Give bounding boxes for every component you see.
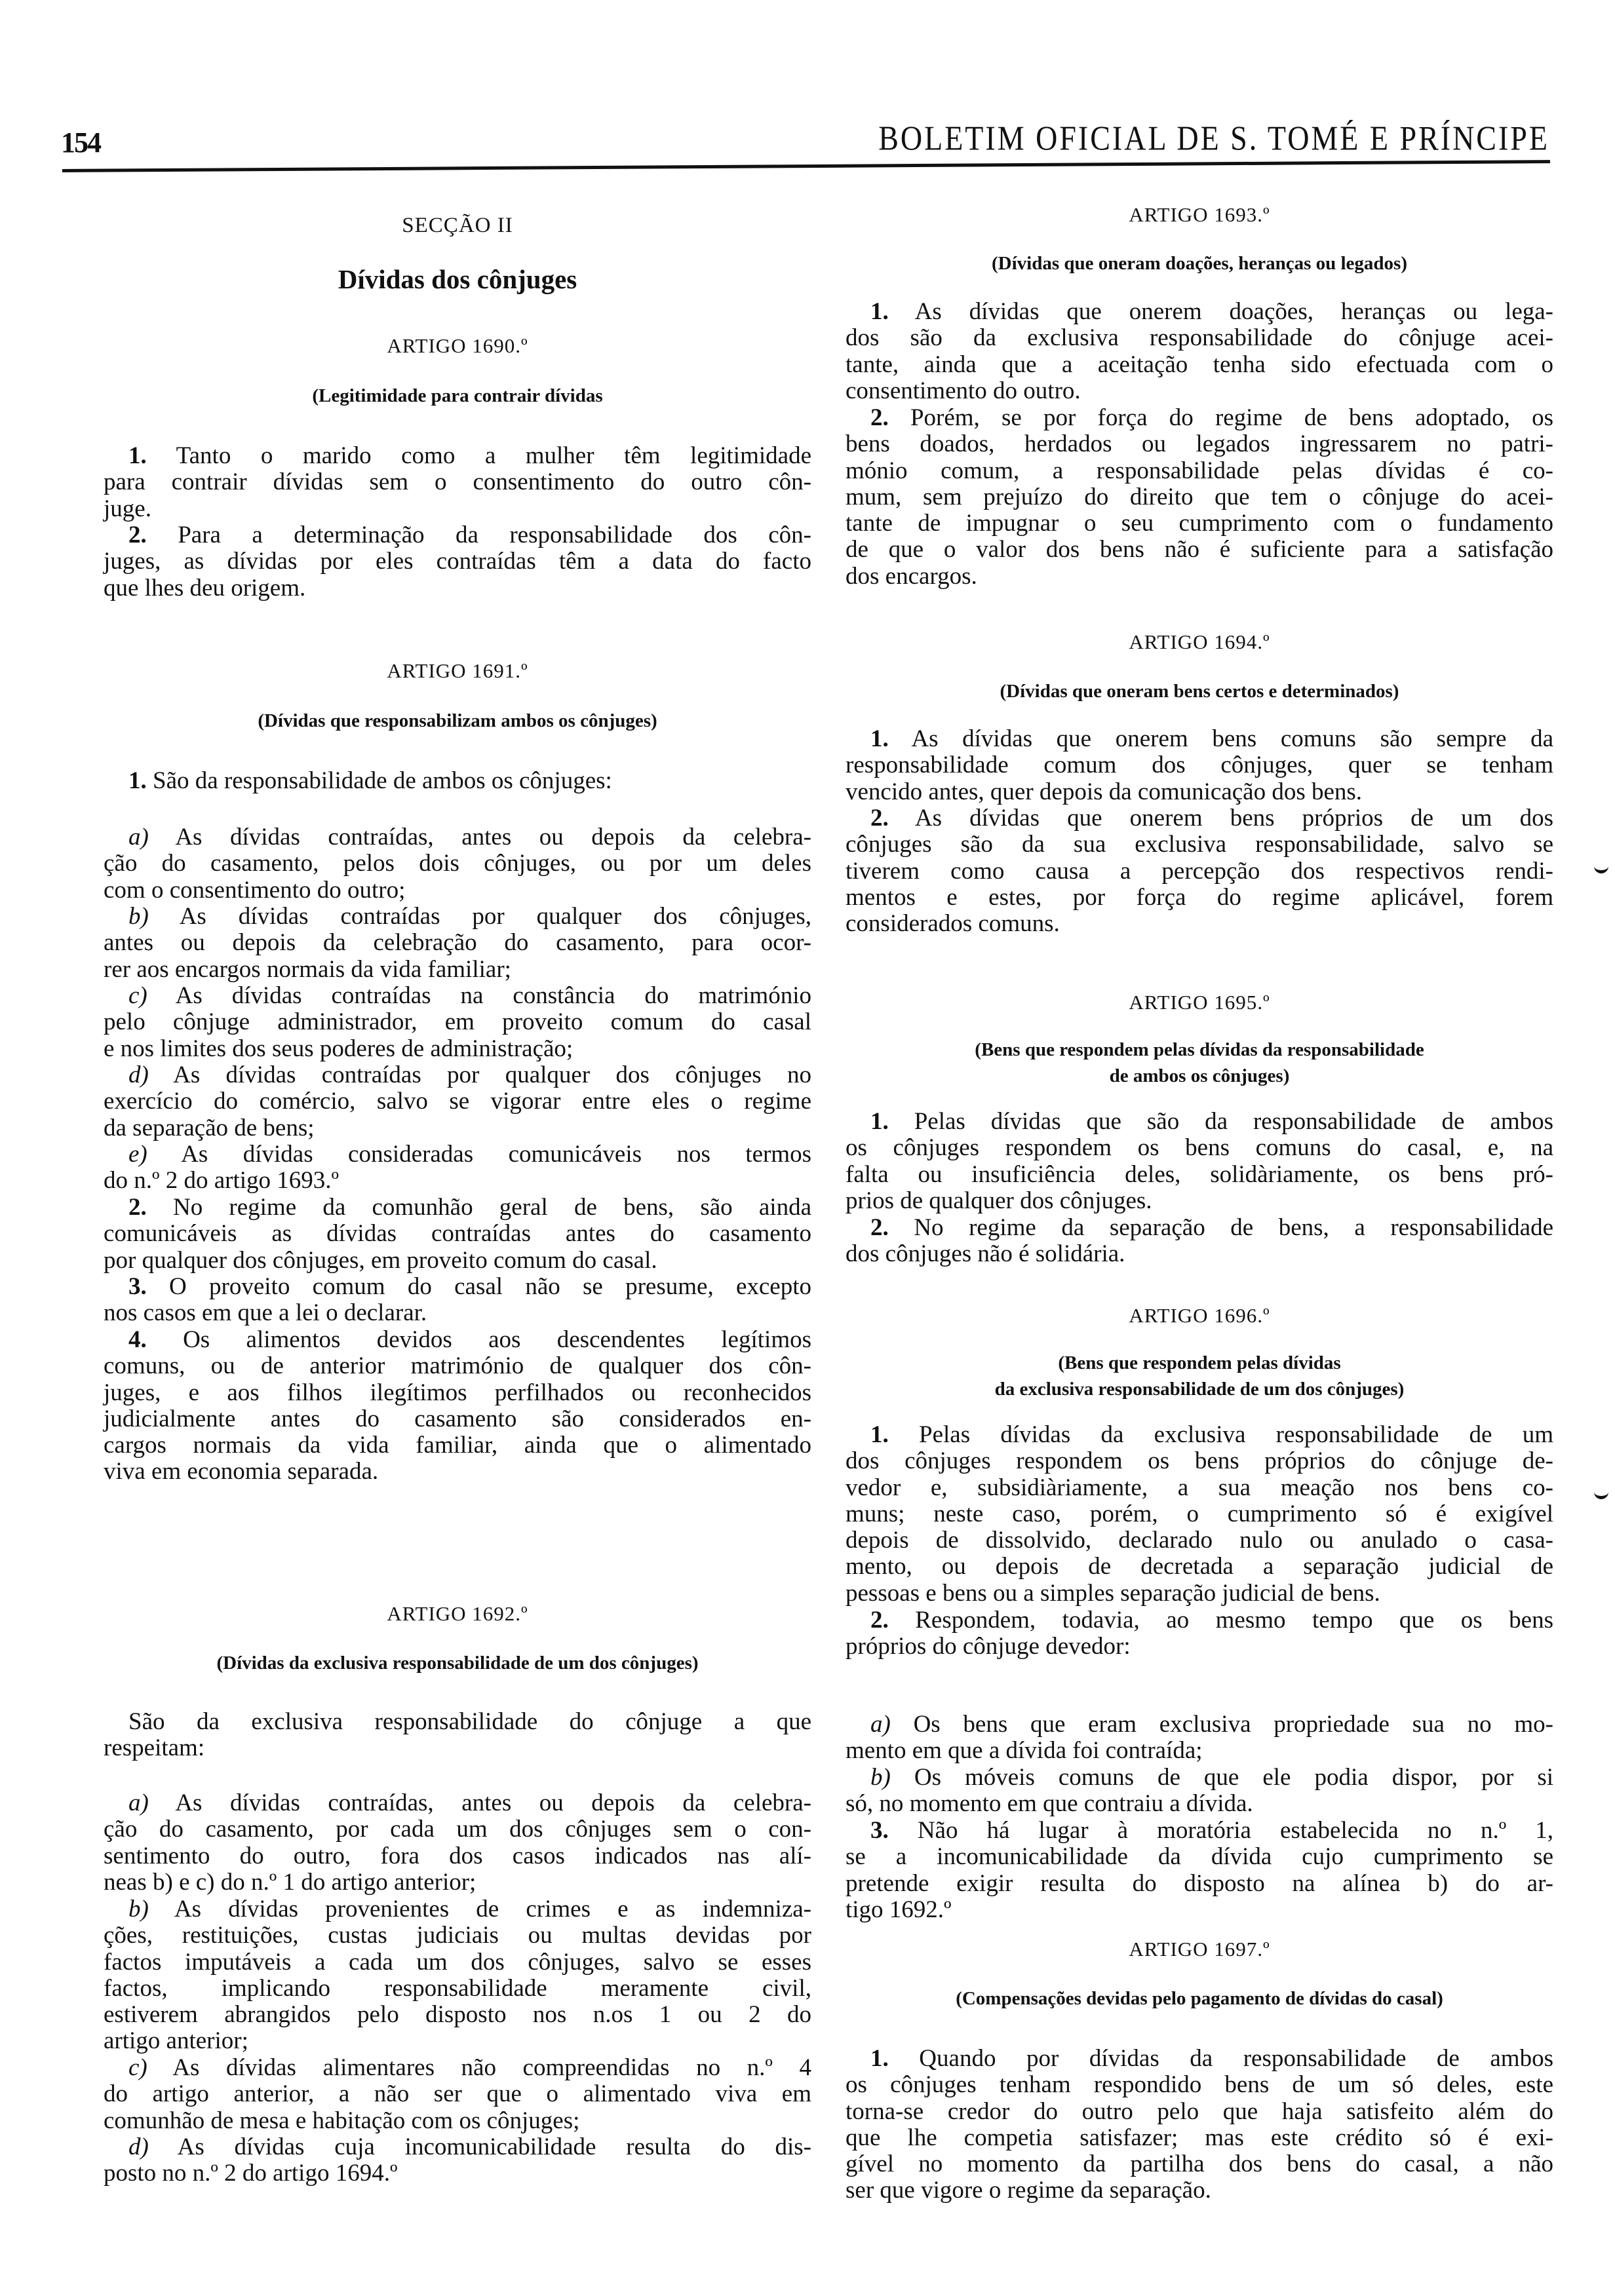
article-1695-paragraph-1: 1. Pelas dívidas que são da responsabilidade de ambos os cônjuges respondem os bens comuns do casal, e, na falta ou insuficiência deles, solidàriamente, os bens pró- prios de qualquer dos cônjuges. — [846, 1108, 1554, 1214]
article-1694-heading: ARTIGO 1694.º — [1129, 630, 1270, 653]
margin-binding-mark — [1594, 1491, 1608, 1499]
article-1694-subtitle: (Dívidas que oneram bens certos e determinados) — [1000, 681, 1399, 702]
article-1692-alinea-d: d) As dívidas cuja incomunicabilidade resulta do dis- posto no n.º 2 do artigo 1694.º — [104, 2133, 811, 2187]
article-1697-heading: ARTIGO 1697.º — [1129, 1938, 1270, 1961]
article-1694-paragraph-2: 2. As dívidas que onerem bens próprios de um dos cônjuges são da sua exclusiva responsabilidade, salvo se tiverem como causa a percepção dos respectivos rendi- mentos e estes, por força do regime aplicável, forem considerados comuns. — [846, 805, 1553, 938]
article-1697-subtitle: (Compensações devidas pelo pagamento de dívidas do casal) — [956, 1988, 1443, 2009]
article-1692-alinea-c: c) As dívidas alimentares não compreendidas no n.º 4 do artigo anterior, a não ser que o alimentado viva em comunhão de mesa e habitação com os cônjuges; — [104, 2054, 811, 2134]
page-number: 154 — [61, 126, 100, 159]
article-1691-alinea-d: d) As dívidas contraídas por qualquer dos cônjuges no exercício do comércio, salvo se vigorar entre eles o regime da separação de bens; — [104, 1062, 811, 1141]
article-1690-paragraph-1: 1. Tanto o marido como a mulher têm legitimidade para contrair dívidas sem o consentimento do outro côn- juge. — [104, 442, 811, 522]
article-1697-paragraph-1: 1. Quando por dívidas da responsabilidade de ambos os cônjuges tenham respondido bens de um só deles, este torna-se credor do outro pelo que haja satisfeito além do que lhe competia satisfazer; mas este crédito só é exi- gível no momento da partilha dos bens do casal, a não ser que vigore o regime da separação. — [846, 2045, 1553, 2204]
article-1696-alinea-a: a) Os bens que eram exclusiva propriedade sua no mo- mento em que a dívida foi contraída; — [846, 1711, 1554, 1765]
publication-title: BOLETIM OFICIAL DE S. TOMÉ E PRÍNCIPE — [878, 119, 1549, 157]
chapter-title: Dívidas dos cônjuges — [338, 264, 577, 294]
header-rule — [62, 160, 1550, 172]
article-1691-alinea-b: b) As dívidas contraídas por qualquer dos cônjuges, antes ou depois da celebração do casamento, para ocor- rer aos encargos normais da vida familiar; — [104, 903, 811, 983]
article-1693-paragraph-1: 1. As dívidas que onerem doações, heranças ou lega- dos são da exclusiva responsabilidade do cônjuge acei- tante, ainda que a aceitação tenha sido efectuada com o consentimento do outro. — [846, 298, 1553, 404]
article-1691-alinea-a: a) As dívidas contraídas, antes ou depois da celebra- ção do casamento, pelos dois cônjuges, ou por um deles com o consentimento do outro; — [104, 824, 811, 904]
article-1692-alinea-a: a) As dívidas contraídas, antes ou depois da celebra- ção do casamento, por cada um dos cônjuges sem o con- sentimento do outro, fora dos casos indicados nas alí- neas b) e c) do n.º 1 do artigo anterior; — [104, 1789, 811, 1896]
article-1692-alinea-b: b) As dívidas provenientes de crimes e as indemniza- ções, restituições, custas judiciais ou multas devidas por factos imputáveis a cada um dos cônjuges, salvo se esses factos, implicando responsabilidade meramente civil, estiverem abrangidos pelo disposto nos n.os 1 ou 2 do artigo anterior; — [104, 1896, 811, 2055]
article-1690-subtitle: (Legitimidade para contrair dívidas — [312, 385, 603, 406]
article-1696-subtitle: (Bens que respondem pelas dívidas da exclusiva responsabilidade de um dos cônjuges) — [994, 1352, 1405, 1400]
article-1691-paragraph-3: 3. O proveito comum do casal não se presume, excepto nos casos em que a lei o declarar. — [104, 1273, 812, 1327]
article-1696-paragraph-2: 2. Respondem, todavia, ao mesmo tempo que os bens próprios do cônjuge devedor: — [846, 1607, 1553, 1660]
article-1692-subtitle: (Dívidas da exclusiva responsabilidade de um dos cônjuges) — [216, 1653, 699, 1674]
article-1691-alinea-e: e) As dívidas consideradas comunicáveis nos termos do n.º 2 do artigo 1693.º — [104, 1141, 811, 1195]
paragraph-number: 1. — [128, 442, 147, 469]
article-1692-intro: São da exclusiva responsabilidade do cônjuge a que respeitam: — [104, 1708, 811, 1762]
article-1695-subtitle: (Bens que respondem pelas dívidas da responsabilidade de ambos os cônjuges) — [975, 1039, 1424, 1086]
article-1691-heading: ARTIGO 1691.º — [387, 659, 528, 682]
article-1696-heading: ARTIGO 1696.º — [1129, 1304, 1270, 1327]
article-1693-paragraph-2: 2. Porém, se por força do regime de bens adoptado, os bens doados, herdados ou legados ingressarem no patri- mónio comum, a responsabilidade pelas dívidas é co- mum, sem prejuízo do direito que tem o cônjuge do acei- tante de impugnar o seu cumprimento com o fundamento de que o valor dos bens não é suficiente para a satisfação dos encargos. — [846, 404, 1553, 590]
article-1691-alinea-c: c) As dívidas contraídas na constância do matrimónio pelo cônjuge administrador, em proveito comum do casal e nos limites dos seus poderes de administração; — [104, 982, 811, 1062]
article-1696-paragraph-1: 1. Pelas dívidas da exclusiva responsabilidade de um dos cônjuges respondem os bens próprios do cônjuge de- vedor e, subsidiàriamente, a sua meação nos bens co- muns; neste caso, porém, o cumprimento só é exigível depois de dissolvido, declarado nulo ou anulado o casa- mento, ou depois de decretada a separação judicial de pessoas e bens ou a simples separação judicial de bens. — [846, 1421, 1554, 1607]
article-1695-heading: ARTIGO 1695.º — [1129, 991, 1270, 1014]
article-1691-subtitle: (Dívidas que responsabilizam ambos os cônjuges) — [258, 710, 657, 731]
article-1691-intro: 1. São da responsabilidade de ambos os cônjuges: — [128, 767, 612, 794]
article-1692-heading: ARTIGO 1692.º — [387, 1602, 528, 1625]
section-heading: SECÇÃO II — [402, 214, 513, 237]
article-1690-paragraph-2: 2. Para a determinação da responsabilidade dos côn- juges, as dívidas por eles contraídas têm a data do facto que lhes deu origem. — [104, 522, 812, 602]
article-1691-paragraph-4: 4. Os alimentos devidos aos descendentes legítimos comuns, ou de anterior matrimónio de qualquer dos côn- juges, e aos filhos ilegítimos perfilhados ou reconhecidos judicialmente antes do casamento são considerados en- cargos normais da vida familiar, ainda que o alimentado viva em economia separada. — [104, 1326, 811, 1485]
article-1693-subtitle: (Dívidas que oneram doações, heranças ou legados) — [992, 253, 1407, 274]
margin-binding-mark — [1594, 865, 1608, 873]
article-1696-paragraph-3: 3. Não há lugar à moratória estabelecida no n.º 1, se a incomunicabilidade da dívida cujo cumprimento se pretende exigir resulta do disposto na alínea b) do ar- tigo 1692.º — [846, 1817, 1553, 1923]
article-1693-heading: ARTIGO 1693.º — [1129, 203, 1270, 226]
article-1695-paragraph-2: 2. No regime da separação de bens, a responsabilidade dos cônjuges não é solidária. — [846, 1214, 1554, 1268]
article-1694-paragraph-1: 1. As dívidas que onerem bens comuns são sempre da responsabilidade comum dos cônjuges, quer se tenham vencido antes, quer depois da comunicação dos bens. — [846, 725, 1553, 805]
article-1691-paragraph-2: 2. No regime da comunhão geral de bens, são ainda comunicáveis as dívidas contraídas antes do casamento por qualquer dos cônjuges, em proveito comum do casal. — [104, 1194, 811, 1274]
article-1690-heading: ARTIGO 1690.º — [387, 334, 528, 357]
article-1696-alinea-b: b) Os móveis comuns de que ele podia dispor, por si só, no momento em que contraiu a dívida. — [846, 1764, 1553, 1818]
